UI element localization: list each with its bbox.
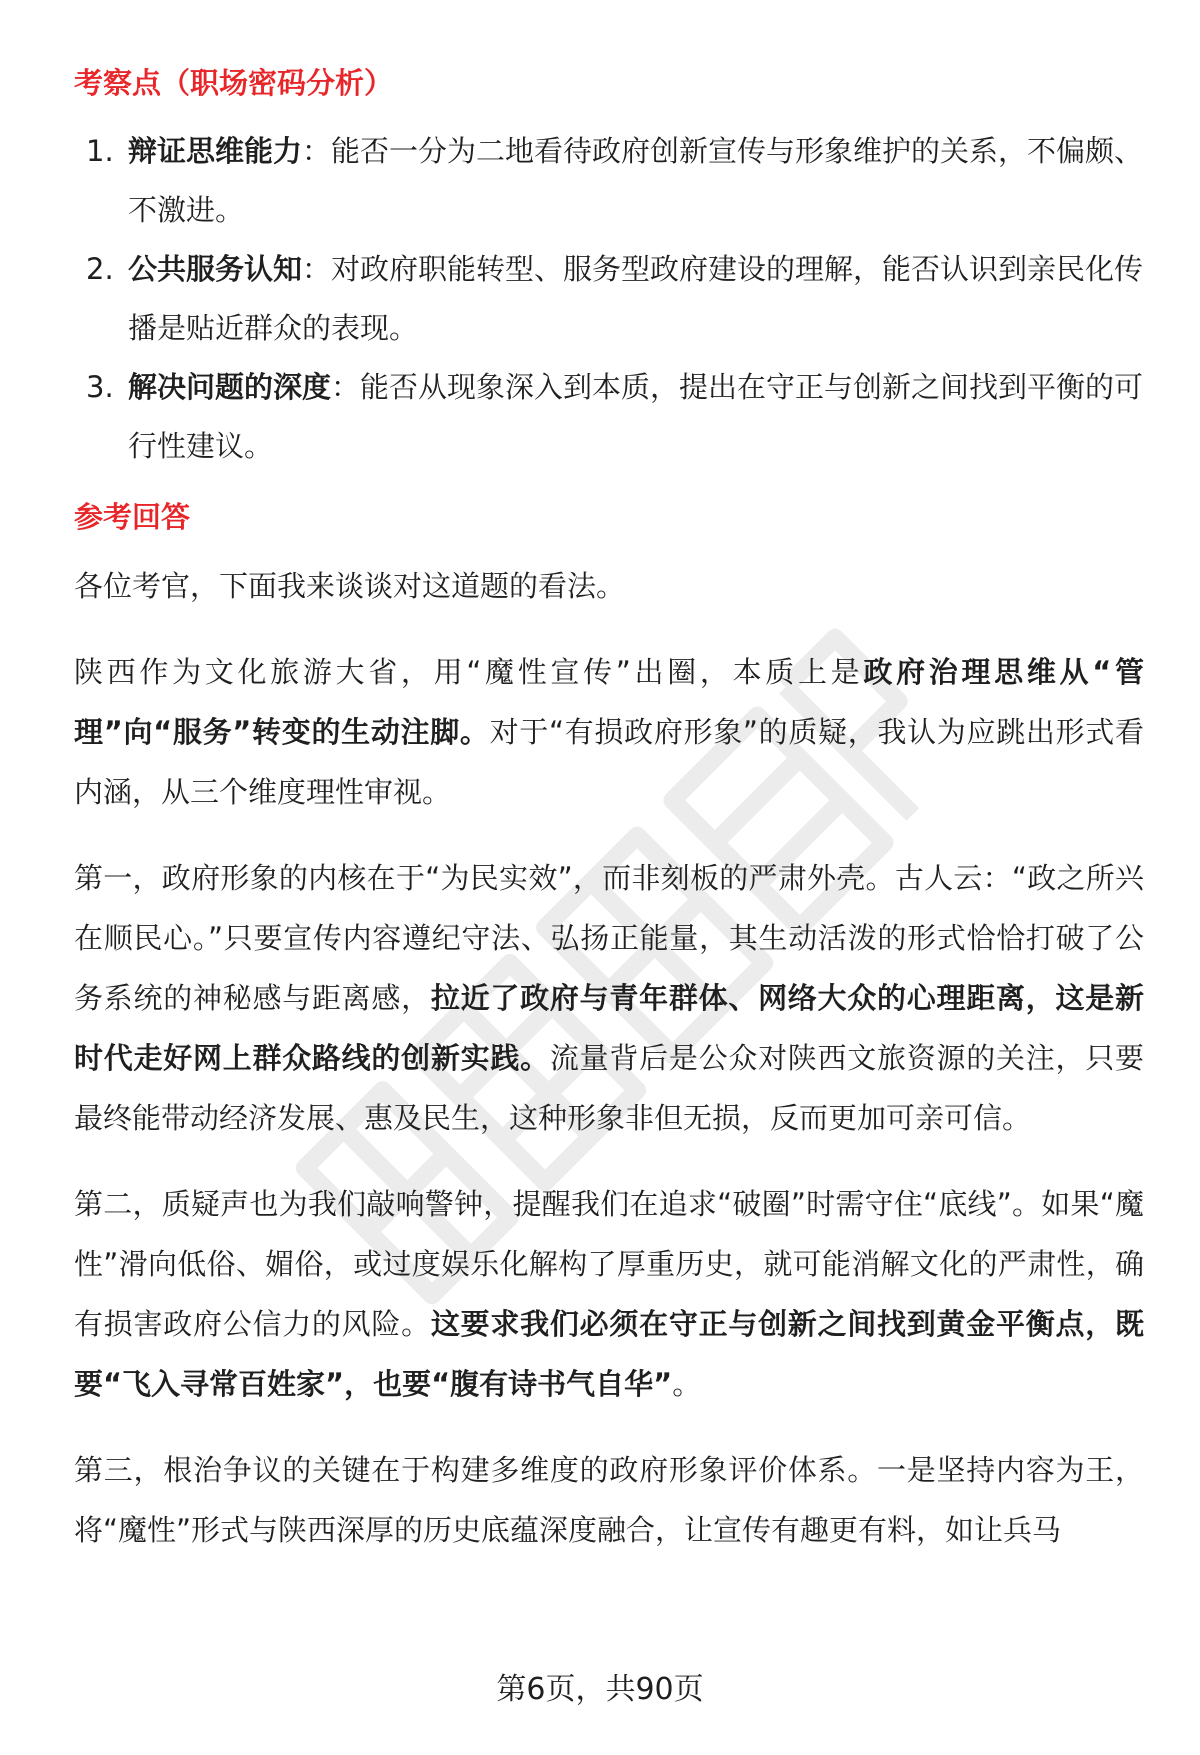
list-item-label: 辩证思维能力 xyxy=(128,134,303,168)
list-item-text: 能否一分为二地看待政府创新宣传与形象维护的关系，不偏颇、不激进。 xyxy=(128,134,1144,227)
list-item-body xyxy=(128,240,1144,358)
list-item xyxy=(74,240,1144,358)
list-item-body xyxy=(128,122,1144,240)
list-item-separator: ： xyxy=(331,370,361,404)
paragraph-text: 流量背后是公众对陕西文旅资源的关注，只要最终能带动经济发展、惠及民生，这种形象非但无损，反而更加可亲可信。 xyxy=(74,1041,1144,1135)
list-item-label: 解决问题的深度 xyxy=(128,370,332,404)
paragraph-text: 对于“有损政府形象”的质疑，我认为应跳出形式看内涵，从三个维度理性审视。 xyxy=(74,715,1144,809)
document-page xyxy=(74,50,1144,1586)
list-item-label: 公共服务认知 xyxy=(128,252,303,286)
paragraph-text: 。 xyxy=(672,1367,702,1401)
answer-paragraph-intro xyxy=(74,642,1144,822)
list-item-number: 3. xyxy=(86,370,114,404)
answer-paragraph-first xyxy=(74,848,1144,1148)
section-title-reference-answer: 参考回答 xyxy=(74,500,191,534)
list-item-separator: ： xyxy=(302,134,332,168)
list-item-number: 2. xyxy=(86,252,114,286)
paragraph-text: 第二，质疑声也为我们敲响警钟，提醒我们在追求“破圈”时需守住“底线”。如果“魔性”滑向低俗、媚俗，或过度娱乐化解构了厚重历史，就可能消解文化的严肃性，确有损害政府公信力的风险。 xyxy=(74,1187,1144,1341)
list-item-number: 1. xyxy=(86,134,114,168)
paragraph-bold-text: 这要求我们必须在守正与创新之间找到黄金平衡点，既要“飞入寻常百姓家”，也要“腹有诗书气自华” xyxy=(74,1307,1144,1401)
answer-paragraph-third: 第三，根治争议的关键在于构建多维度的政府形象评价体系。一是坚持内容为王，将“魔性”形式与陕西深厚的历史底蕴深度融合，让宣传有趣更有料，如让兵马 xyxy=(74,1453,1144,1547)
answer-opening-paragraph: 各位考官，下面我来谈谈对这道题的看法。 xyxy=(74,569,626,603)
paragraph-text: 第一，政府形象的内核在于“为民实效”，而非刻板的严肃外壳。古人云：“政之所兴在顺民心。”只要宣传内容遵纪守法、弘扬正能量，其生动活泼的形式恰恰打破了公务系统的神秘感与距离感， xyxy=(74,861,1144,1015)
list-item-separator: ： xyxy=(302,252,332,286)
exam-points-list xyxy=(74,122,1144,476)
list-item-text: 对政府职能转型、服务型政府建设的理解，能否认识到亲民化传播是贴近群众的表现。 xyxy=(128,252,1144,345)
paragraph-text: 陕西作为文化旅游大省，用“魔性宣传”出圈，本质上是 xyxy=(74,655,864,689)
list-item xyxy=(74,358,1144,476)
page-number: 第6页，共90页 xyxy=(496,1672,704,1707)
paragraph-bold-text: 拉近了政府与青年群体、网络大众的心理距离，这是新时代走好网上群众路线的创新实践。 xyxy=(74,981,1144,1075)
list-item-text: 能否从现象深入到本质，提出在守正与创新之间找到平衡的可行性建议。 xyxy=(128,370,1144,463)
answer-paragraph-second xyxy=(74,1174,1144,1414)
section-title-exam-points: 考察点（职场密码分析） xyxy=(74,66,394,100)
paragraph-bold-text: 政府治理思维从“管理”向“服务”转变的生动注脚。 xyxy=(74,655,1144,749)
list-item xyxy=(74,122,1144,240)
list-item-body xyxy=(128,358,1144,476)
